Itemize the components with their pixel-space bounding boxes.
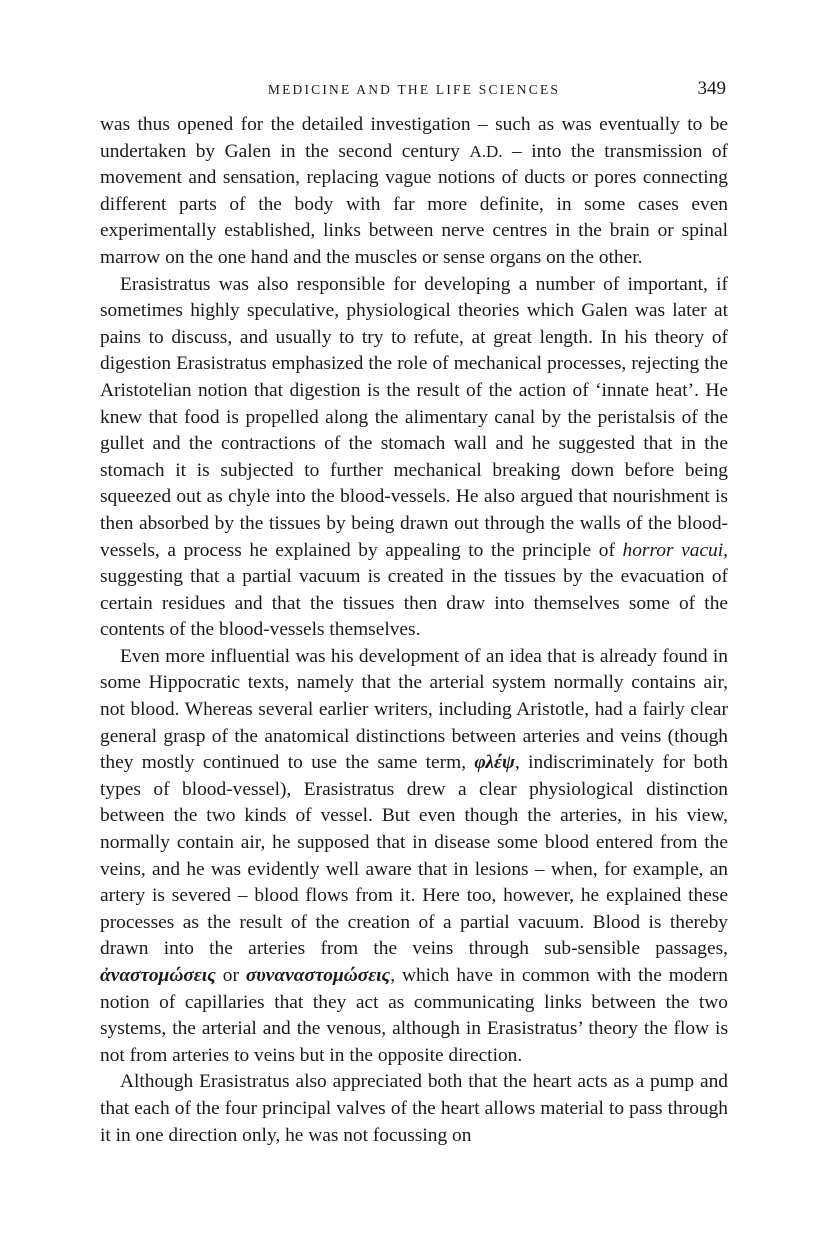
text-run: was thus opened for the detailed investigation – such as was eventually to be undertaken by Galen in the second century [100, 114, 728, 162]
latin-term: horror vacui [622, 539, 724, 561]
running-title: MEDICINE AND THE LIFE SCIENCES [267, 82, 561, 97]
paragraph [100, 1069, 728, 1149]
paragraph [100, 644, 728, 1070]
era-abbreviation: A.D. [469, 141, 503, 161]
greek-term: φλέψ [474, 752, 515, 774]
text-run: Even more influential was his development of an idea that is already found in some Hippocratic texts, namely that the arterial system normally contains air, not blood. Whereas several earlier writers, including Aristotle, had a fairly clear general grasp of the anatomical distinctions between arteries and veins (though they mostly continued to use the same term, [100, 645, 728, 774]
paragraph [100, 272, 728, 644]
greek-term: συναναστομώσεις [245, 965, 391, 986]
body-text [100, 112, 728, 1149]
paragraph [100, 112, 728, 272]
text-run: , suggesting that a partial vacuum is created in the tissues by the evacuation of certain residues and that the tissues then draw into themselves some of the contents of the blood-vessels themselves. [100, 539, 728, 641]
page-number: 349 [697, 78, 726, 99]
text-run: or [215, 965, 246, 986]
text-run: , which have in common with the modern notion of capillaries that they act as communicating links between the two systems, the arterial and the venous, although in Erasistratus’ theory the flow is not from arteries to veins but in the opposite direction. [100, 965, 728, 1066]
text-run: – into the transmission of movement and sensation, replacing vague notions of ducts or pores connecting different parts of the body with far more definite, in some cases even experimentally established, links between nerve centres in the brain or spinal marrow on the one hand and the muscles or sense organs on the other. [100, 140, 728, 268]
greek-term: ἀναστομώσεις [100, 965, 216, 986]
text-run: , indiscriminately for both types of blood-vessel), Erasistratus drew a clear physiological distinction between the two kinds of vessel. But even though the arteries, in his view, normally contain air, he supposed that in disease some blood entered from the veins, and he was evidently well aware that in lesions – when, for example, an artery is severed – blood flows from it. Here too, however, he explained these processes as the result of the creation of a partial vacuum. Blood is thereby drawn into the arteries from the veins through sub-sensible passages, [100, 752, 728, 960]
text-run: Erasistratus was also responsible for developing a number of important, if sometimes highly speculative, physiological theories which Galen was later at pains to discuss, and usually to try to refute, at great length. In his theory of digestion Erasistratus emphasized the role of mechanical processes, rejecting the Aristotelian notion that digestion is the result of the action of ‘innate heat’. He knew that food is propelled along the alimentary canal by the peristalsis of the gullet and the contractions of the stomach wall and he suggested that in the stomach it is subjected to further mechanical breaking down before being squeezed out as chyle into the blood-vessels. He also argued that nourishment is then absorbed by the tissues by being drawn out through the walls of the blood-vessels, a process he explained by appealing to the principle of [100, 273, 728, 561]
running-head [100, 78, 728, 102]
text-run: Although Erasistratus also appreciated both that the heart acts as a pump and that each of the four principal valves of the heart allows material to pass through it in one direction only, he was not focussing on [100, 1071, 728, 1146]
